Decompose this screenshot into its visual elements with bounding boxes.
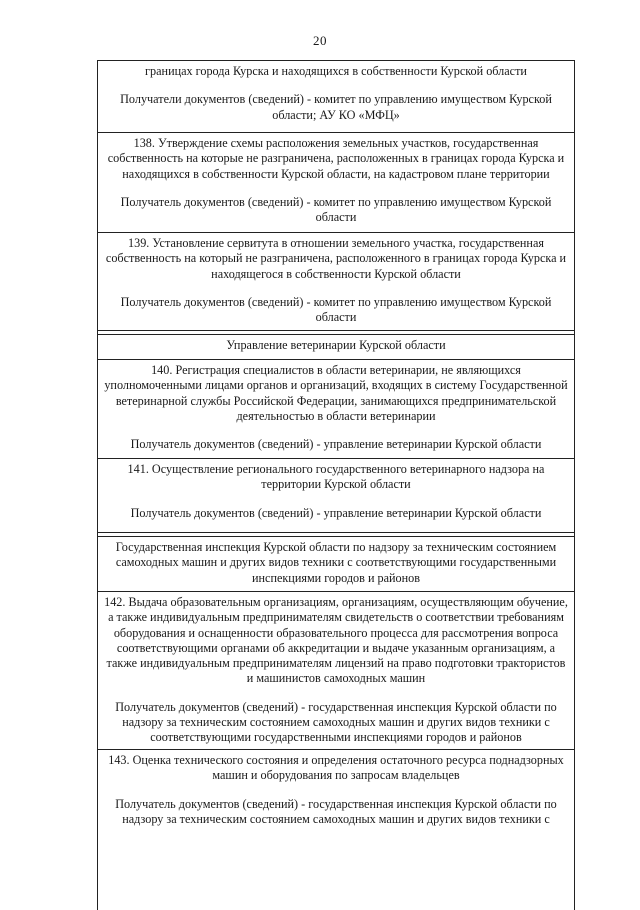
row-text: 139. Установление сервитута в отношении земельного участка, государственная собственность на который не разграничена, расположенного в границах города Курска и находящегося в собственности Курской области — [105, 236, 567, 281]
row-recipient: Получатель документов (сведений) - комитет по управлению имуществом Курской области — [120, 294, 552, 325]
page-number: 20 — [313, 33, 327, 48]
row-text: границах города Курска и находящихся в собственности Курской области — [145, 64, 527, 78]
row-recipient: Получатель документов (сведений) - государственная инспекция Курской области по надзору за техническим состоянием самоходных машин и других видов техники с соответствующими государственными инспекциями городов и районов — [115, 699, 557, 745]
table-row — [98, 359, 574, 458]
table-row — [98, 458, 574, 532]
section-title: Государственная инспекция Курской области по надзору за техническим состоянием самоходных машин и других видов техники с соответствующими государственными инспекциями городов и районов — [115, 540, 557, 585]
row-recipient: Получатель документов (сведений) - управление ветеринарии Курской области — [130, 437, 542, 452]
table-row — [98, 60, 574, 132]
row-text: 143. Оценка технического состояния и определения остаточного ресурса поднадзорных машин и оборудования по запросам владельцев — [108, 753, 564, 783]
row-recipient: Получатель документов (сведений) - управление ветеринарии Курской области — [130, 505, 542, 520]
row-recipient: Получатель документов (сведений) - государственная инспекция Курской области по надзору за техническим состоянием самоходных машин и других видов техники с — [115, 796, 557, 826]
section-title: Управление ветеринарии Курской области — [226, 338, 446, 352]
table-row — [98, 591, 574, 749]
row-recipient: Получатели документов (сведений) - комитет по управлению имуществом Курской области; АУ КО «МФЦ» — [120, 92, 552, 122]
row-text: 141. Осуществление регионального государственного ветеринарного надзора на территории Курской области — [127, 462, 545, 492]
services-table — [97, 60, 575, 910]
table-row — [98, 749, 574, 849]
section-header — [98, 334, 574, 359]
row-text: 140. Регистрация специалистов в области ветеринарии, не являющихся уполномоченными лицами органов и организаций, входящих в систему Государственной ветеринарной службы Российской Федерации, занимающихся предпринимательской деятельностью в области ветеринарии — [104, 363, 568, 423]
section-header — [98, 536, 574, 591]
row-recipient: Получатель документов (сведений) - комитет по управлению имуществом Курской области — [120, 194, 552, 225]
table-row — [98, 132, 574, 232]
row-text: 142. Выдача образовательным организациям, организациям, осуществляющим обучение, а также индивидуальным предпринимателям свидетельств о соответствии требованиям оборудования и оснащенности образовательного процесса для рассмотрения вопроса соответствующими органами об аккредитации и выдаче указанным организациям, а также индивидуальным предпринимателям лицензий на право подготовки трактористов и машинистов самоходных машин — [104, 595, 568, 686]
table-row — [98, 232, 574, 330]
row-text: 138. Утверждение схемы расположения земельных участков, государственная собственность на которые не разграничена, расположенных в границах города Курска и находящихся в собственности Курской области, на кадастровом плане территории — [107, 136, 565, 181]
